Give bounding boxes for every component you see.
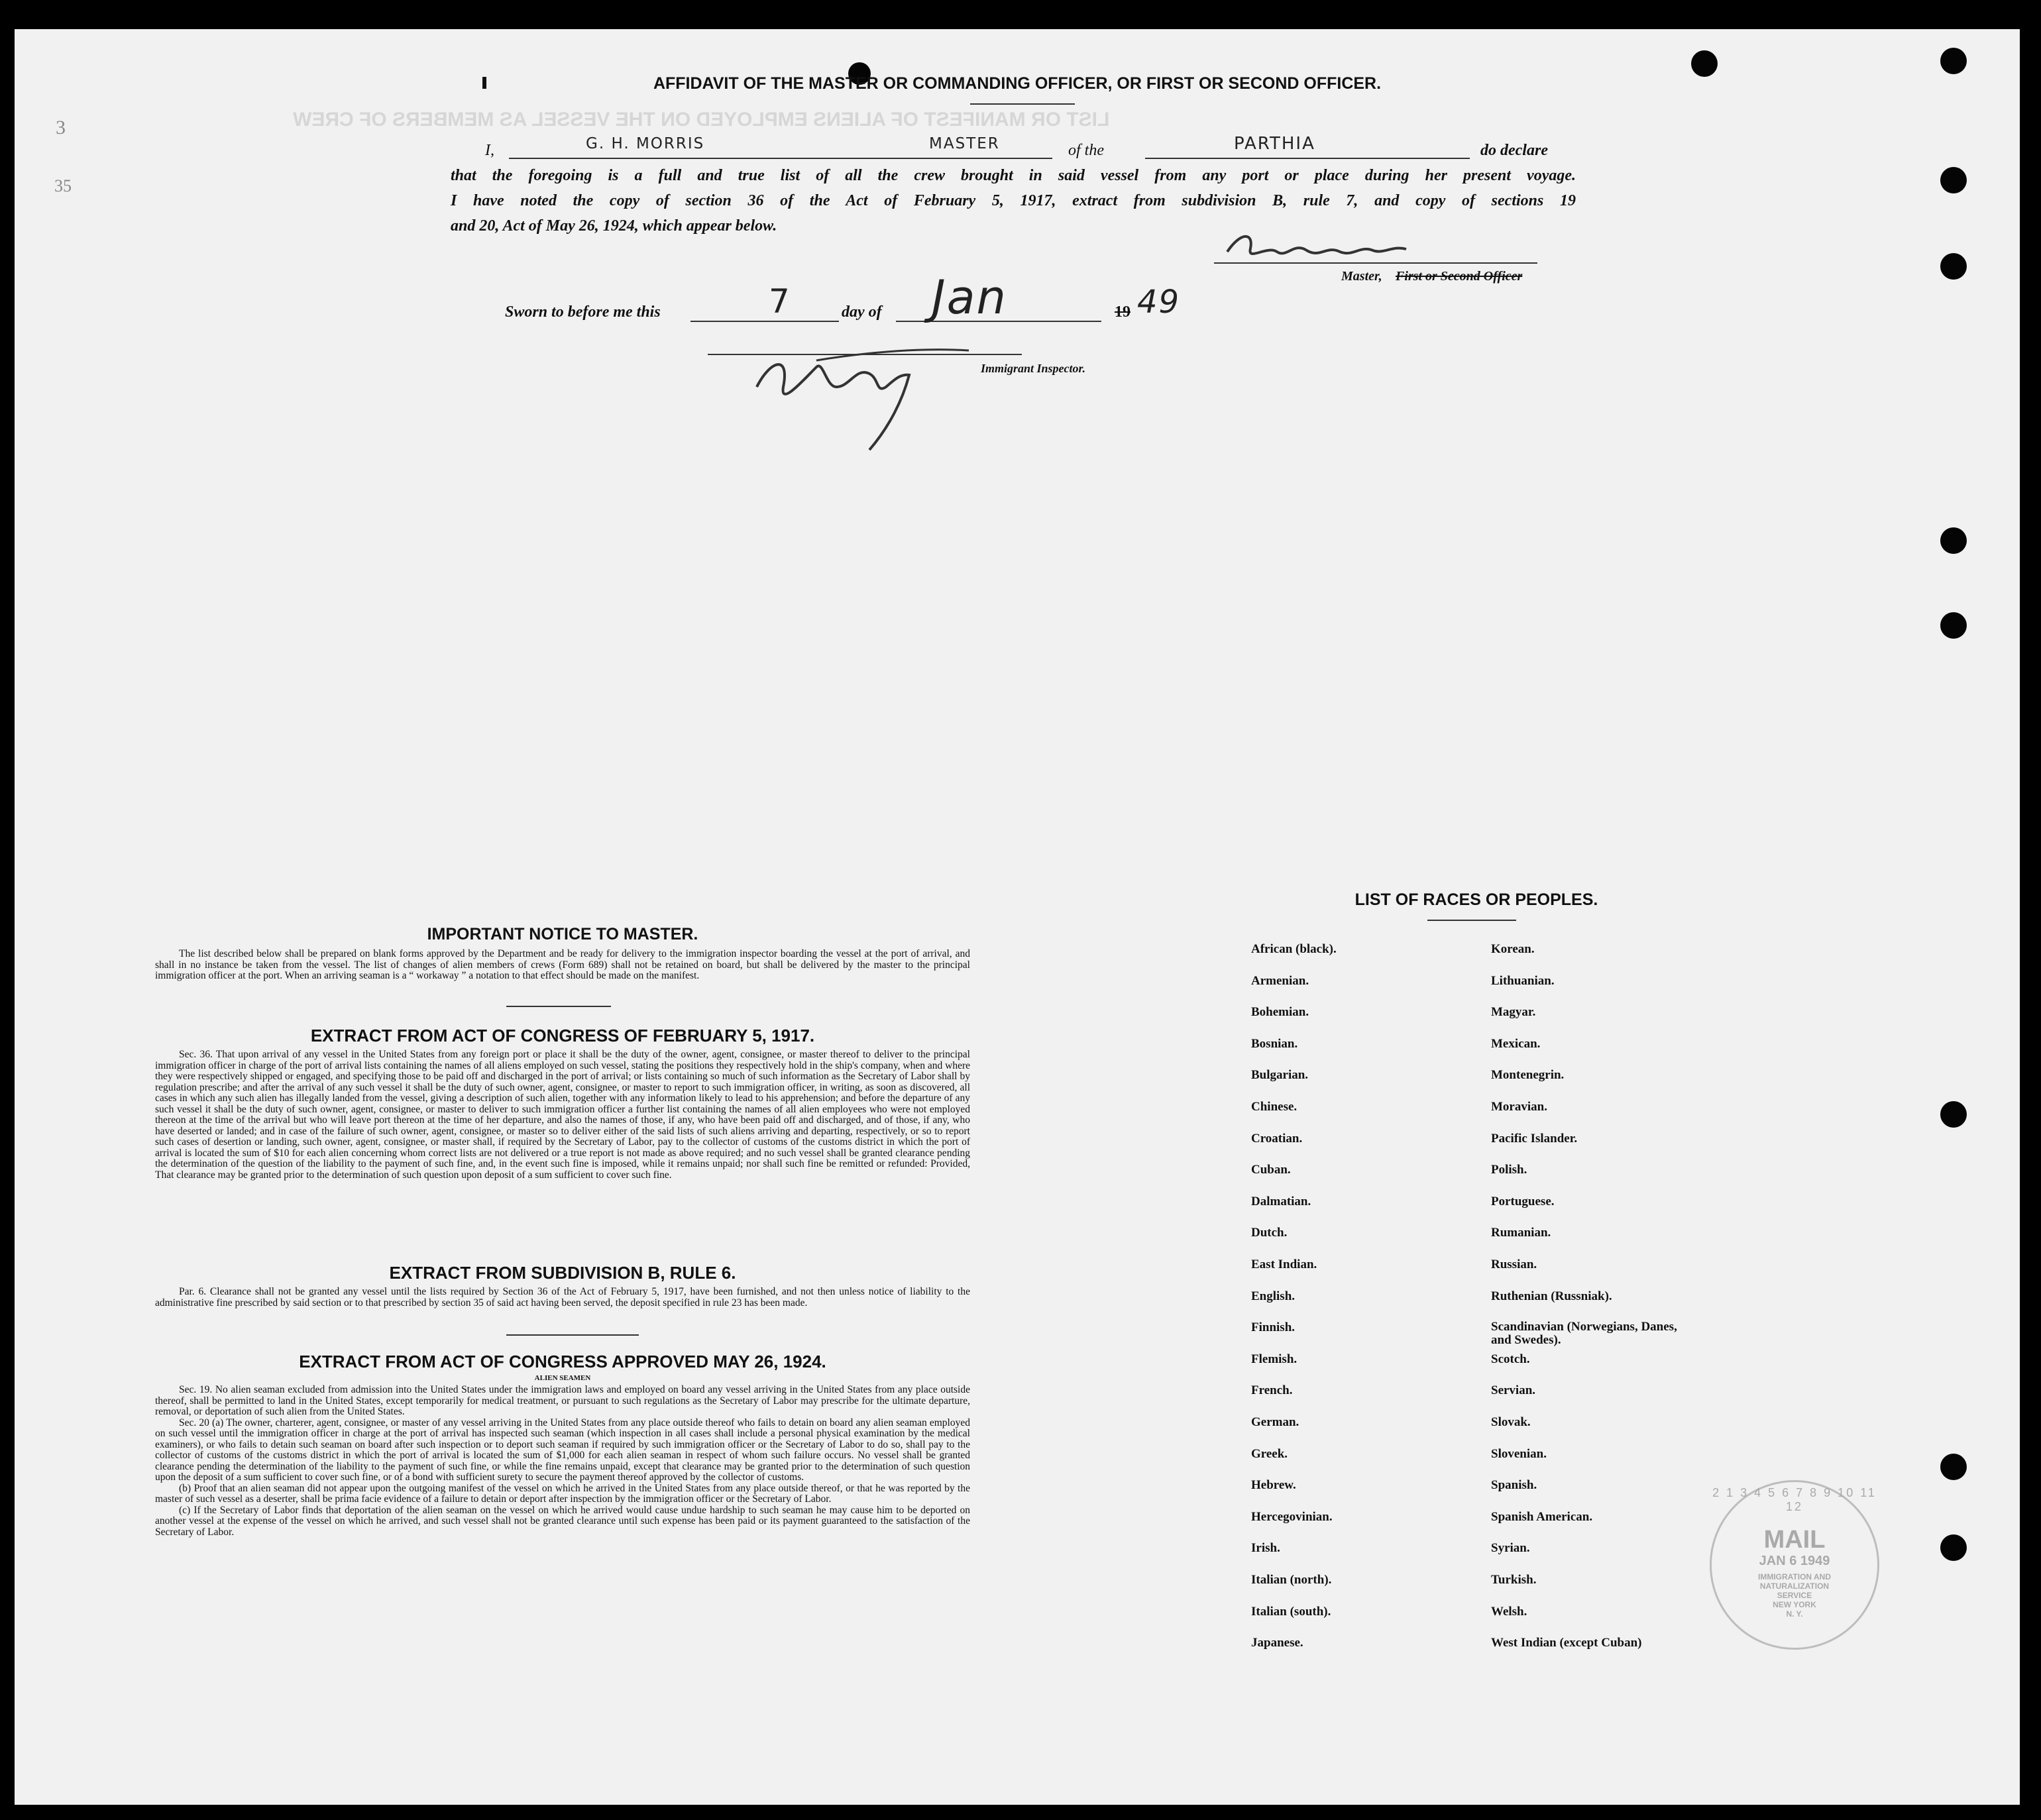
race-item: Magyar. (1491, 1005, 1536, 1019)
divider (970, 103, 1075, 105)
race-item: Dalmatian. (1251, 1195, 1311, 1208)
master-label: Master, (1341, 269, 1382, 284)
race-item: French. (1251, 1383, 1293, 1397)
race-item: Pacific Islander. (1491, 1132, 1578, 1146)
document-page (15, 29, 2020, 1805)
punch-hole (1940, 612, 1967, 639)
race-item: Chinese. (1251, 1100, 1297, 1114)
race-item: Japanese. (1251, 1636, 1303, 1650)
race-item: Turkish. (1491, 1573, 1537, 1587)
section-20a-paragraph: Sec. 20 (a) The owner, charterer, agent, consignee, or master of any vessel arriving in the United States from any place outside thereof who fails to detain on board any alien seaman employed on such vessel until the immigration officer in charge at the port of arrival has inspected such seaman (which inspection in all cases shall include a personal physical examination by the medical examiners), or who fails to detain such seaman on board after such inspection or to deport such seaman if required by such immigration officer or the Secretary of Labor to do so, shall pay to the collector of customs of the customs district in which the port of arrival is located the sum of $1,000 for each alien seaman in respect of whom such failure occurs. No vessel shall be granted clearance pending the determination of the liability to the payment of such fine, or while the fine remains unpaid, except that clearance may be granted prior to the determination of such question upon the deposit of a sum sufficient to cover such fine, or of a bond with sufficient surety to secure the payment thereof approved by the collector of customs. (155, 1417, 970, 1483)
stamp-line: N. Y. (1786, 1609, 1803, 1619)
notice-paragraph: The list described below shall be prepared on blank forms approved by the Department and be ready for delivery to the immigration inspector boarding the vessel at the port of arrival, and shall in no instance be taken from the vessel. The list of changes of alien members of crews (Form 689) shall not be retained on board, but shall be delivered by the master to the principal immigration officer at the port. When an arriving seaman is a “ workaway ” a notation to that effect should be made on the manifest. (155, 948, 970, 981)
declare-label: do declare (1480, 142, 1548, 159)
race-item: Greek. (1251, 1447, 1288, 1461)
race-item: Finnish. (1251, 1320, 1296, 1334)
race-item: African (black). (1251, 942, 1337, 956)
race-item: West Indian (except Cuban) (1491, 1636, 1642, 1650)
race-item: Spanish American. (1491, 1510, 1593, 1524)
mail-stamp (1710, 1480, 1879, 1650)
race-item: Slovak. (1491, 1415, 1531, 1429)
stamp-line: IMMIGRATION AND (1758, 1572, 1831, 1581)
punch-hole (1940, 1534, 1967, 1561)
day-of-label: day of (842, 303, 882, 321)
race-item: Croatian. (1251, 1132, 1303, 1146)
day-line (690, 307, 839, 322)
race-item: Dutch. (1251, 1226, 1288, 1240)
alien-seamen-subtitle: ALIEN SEAMEN (534, 1374, 591, 1382)
race-item: Slovenian. (1491, 1447, 1547, 1461)
punch-hole (1940, 527, 1967, 554)
extract-1917-title: EXTRACT FROM ACT OF CONGRESS OF FEBRUARY 5, 1917. (310, 1026, 815, 1045)
divider (506, 1006, 611, 1007)
race-item: Russian. (1491, 1258, 1537, 1271)
inspector-label: Immigrant Inspector. (981, 362, 1086, 375)
section-19-paragraph: Sec. 19. No alien seaman excluded from admission into the United States under the immigration laws and employed on board any vessel arriving in the United States from any place outside thereof, shall be permitted to land in the United States, except temporarily for medical treatment, or pursuant to such regulations as the Secretary of Labor may prescribe for the ultimate departure, removal, or deportation of such alien from the United States. (155, 1384, 970, 1417)
race-item: Bohemian. (1251, 1005, 1309, 1019)
race-item: Hebrew. (1251, 1478, 1296, 1492)
affidavit-i-label: I, (485, 142, 494, 159)
section-20b-paragraph: (b) Proof that an alien seaman did not appear upon the outgoing manifest of the vessel on which he arrived in the United States from any place outside thereof, or that he was reported by the master of such vessel as a deserter, shall be prima facie evidence of a failure to detain or deport after inspection by the immigration officer or the Secretary of Labor. (155, 1482, 970, 1505)
notice-title: IMPORTANT NOTICE TO MASTER. (427, 925, 698, 943)
extract-rule6-title: EXTRACT FROM SUBDIVISION B, RULE 6. (389, 1263, 736, 1283)
extract-1924-title: EXTRACT FROM ACT OF CONGRESS APPROVED MAY 26, 1924. (299, 1352, 826, 1371)
sworn-day: 7 (769, 282, 791, 321)
race-item: Irish. (1251, 1541, 1280, 1555)
race-item: Spanish. (1491, 1478, 1537, 1492)
race-item: English. (1251, 1289, 1296, 1303)
race-item: Italian (north). (1251, 1573, 1332, 1587)
vessel-name: PARTHIA (1234, 134, 1315, 154)
signature-line (1214, 262, 1537, 264)
punch-hole (1691, 50, 1718, 77)
master-name: G. H. MORRIS (586, 135, 705, 152)
extract-1917-text (155, 1049, 970, 1181)
race-item: Italian (south). (1251, 1605, 1331, 1619)
race-item: Servian. (1491, 1383, 1536, 1397)
divider (506, 1334, 639, 1336)
inspector-signature (744, 321, 982, 453)
stamp-date: JAN 6 1949 (1759, 1554, 1830, 1568)
punch-hole (1940, 1454, 1967, 1480)
affidavit-line-2: that the foregoing is a full and true list of all the crew brought in said vessel from any port or place during her present voyage. (451, 167, 1576, 184)
race-item: Ruthenian (Russniak). (1491, 1289, 1612, 1303)
race-item: Bosnian. (1251, 1037, 1298, 1051)
master-rank: MASTER (929, 135, 1000, 152)
race-item: Scotch. (1491, 1352, 1530, 1366)
race-item: Polish. (1491, 1163, 1527, 1177)
section-36-paragraph: Sec. 36. That upon arrival of any vessel in the United States from any foreign port or place it shall be the duty of the owner, agent, consignee, or master thereof to deliver to the principal immigration officer in charge of the port of arrival lists containing the names of all aliens employed on such vessel, stating the positions they respectively hold in the ship's company, when and where they were respectively shipped or engaged, and specifying those to be paid off and discharged in the port of arrival; or lists containing so much of such information as the Secretary of Labor shall by regulation prescribe; and after the arrival of any such vessel it shall be the duty of such owner, agent, consignee, or master to report to such immigration officer, in writing, as soon as discovered, all cases in which any such alien has illegally landed from the vessel, giving a description of such alien, together with any information likely to lead to his apprehension; and before the departure of any such vessel it shall be the duty of such owner, agent, consignee, or master to deliver to such immigration officer a further list containing the names of all alien employees who were not employed thereon at the time of the arrival but who will leave port thereon at the time of her departure, and also the names of those, if any, who have been paid off and discharged, and of those, if any, who have deserted or landed; and in case of the failure of such owner, agent, consignee, or master so to deliver either of the said lists of such aliens arriving and departing, respectively, or so to report such cases of desertion or landing, such owner, agent, consignee, or master shall, if required by the Secretary of Labor, pay to the collector of customs of the customs district in which the port of arrival is located the sum of $10 for each alien concerning whom correct lists are not delivered or a true report is not made as above required; and no such vessel shall be granted clearance pending the determination of the question of the liability to the payment of such fine, and, in the event such fine is imposed, while it remains unpaid; nor shall such fine be remitted or refunded: Provided, That clearance may be granted prior to the determination of such question upon deposit of a sum sufficient to cover such fine. (155, 1049, 970, 1181)
stamp-line: NATURALIZATION (1759, 1581, 1830, 1591)
race-item: Montenegrin. (1491, 1068, 1565, 1082)
race-item: Moravian. (1491, 1100, 1547, 1114)
punch-hole (1940, 48, 1967, 74)
race-item: Mexican. (1491, 1037, 1541, 1051)
sworn-year: 49 (1137, 284, 1181, 321)
race-item: Bulgarian. (1251, 1068, 1309, 1082)
race-item: Scandinavian (Norwegians, Danes, and Swedes). (1491, 1320, 1677, 1347)
race-item: Syrian. (1491, 1541, 1530, 1555)
divider (1427, 920, 1516, 921)
rule6-paragraph: Par. 6. Clearance shall not be granted any vessel until the lists required by Section 36 of the Act of February 5, 1917, have been furnished, and not then unless notice of liability to the administrative fine prescribed by said section or to that prescribed by section 35 of said act having been served, the deposit specified in rule 23 has been made. (155, 1286, 970, 1309)
race-item: Welsh. (1491, 1605, 1527, 1619)
punch-hole (1940, 167, 1967, 193)
race-item: Lithuanian. (1491, 974, 1555, 988)
sworn-month: Jan (932, 270, 1007, 325)
stamp-line: NEW YORK (1773, 1600, 1816, 1609)
extract-rule6-text (155, 1287, 970, 1309)
sworn-label: Sworn to before me this (505, 303, 661, 321)
affidavit-line-4: and 20, Act of May 26, 1924, which appear below. (451, 217, 777, 235)
race-item: East Indian. (1251, 1258, 1317, 1271)
affidavit-title: AFFIDAVIT OF THE MASTER OR COMMANDING OFFICER, OR FIRST OR SECOND OFFICER. (653, 74, 1382, 93)
stamp-line: SERVICE (1777, 1591, 1812, 1600)
inspector-line (708, 354, 1022, 355)
race-item: Flemish. (1251, 1352, 1297, 1366)
stamp-ring: 2 1 3 4 5 6 7 8 9 10 11 12 (1712, 1486, 1877, 1513)
of-the-label: of the (1068, 142, 1104, 159)
notice-text (155, 949, 970, 982)
margin-mark: 35 (54, 176, 72, 195)
extract-1924-text (155, 1385, 970, 1538)
struck-officer-label: First or Second Officer (1396, 269, 1523, 284)
race-item: Portuguese. (1491, 1195, 1555, 1208)
race-item: Armenian. (1251, 974, 1309, 988)
margin-mark: 3 (56, 117, 66, 138)
punch-hole (1940, 253, 1967, 280)
race-item: Korean. (1491, 942, 1535, 956)
race-item: Rumanian. (1491, 1226, 1551, 1240)
affidavit-line-3: I have noted the copy of section 36 of the Act of February 5, 1917, extract from subdivision B, rule 7, and copy of sections 19 (451, 192, 1576, 209)
race-item: German. (1251, 1415, 1299, 1429)
race-item: Cuban. (1251, 1163, 1291, 1177)
race-item: Hercegovinian. (1251, 1510, 1333, 1524)
section-20c-paragraph: (c) If the Secretary of Labor finds that deportation of the alien seaman on the vessel on which he arrived would cause undue hardship to such seaman he may cause him to be deported on another vessel at the expense of the vessel on which he arrived, and such vessel shall not be granted clearance until such expense has been paid or its payment guaranteed to the satisfaction of the Secretary of Labor. (155, 1504, 970, 1538)
year-prefix: 19 (1115, 303, 1131, 321)
master-signature (1214, 225, 1426, 272)
bleed-through-text: LIST OR MANIFEST OF ALIENS EMPLOYED ON THE VESSEL AS MEMBERS OF CREW (293, 109, 1110, 131)
stamp-word: MAIL (1763, 1526, 1826, 1554)
races-title: LIST OF RACES OR PEOPLES. (1354, 890, 1598, 909)
punch-hole (1940, 1101, 1967, 1128)
